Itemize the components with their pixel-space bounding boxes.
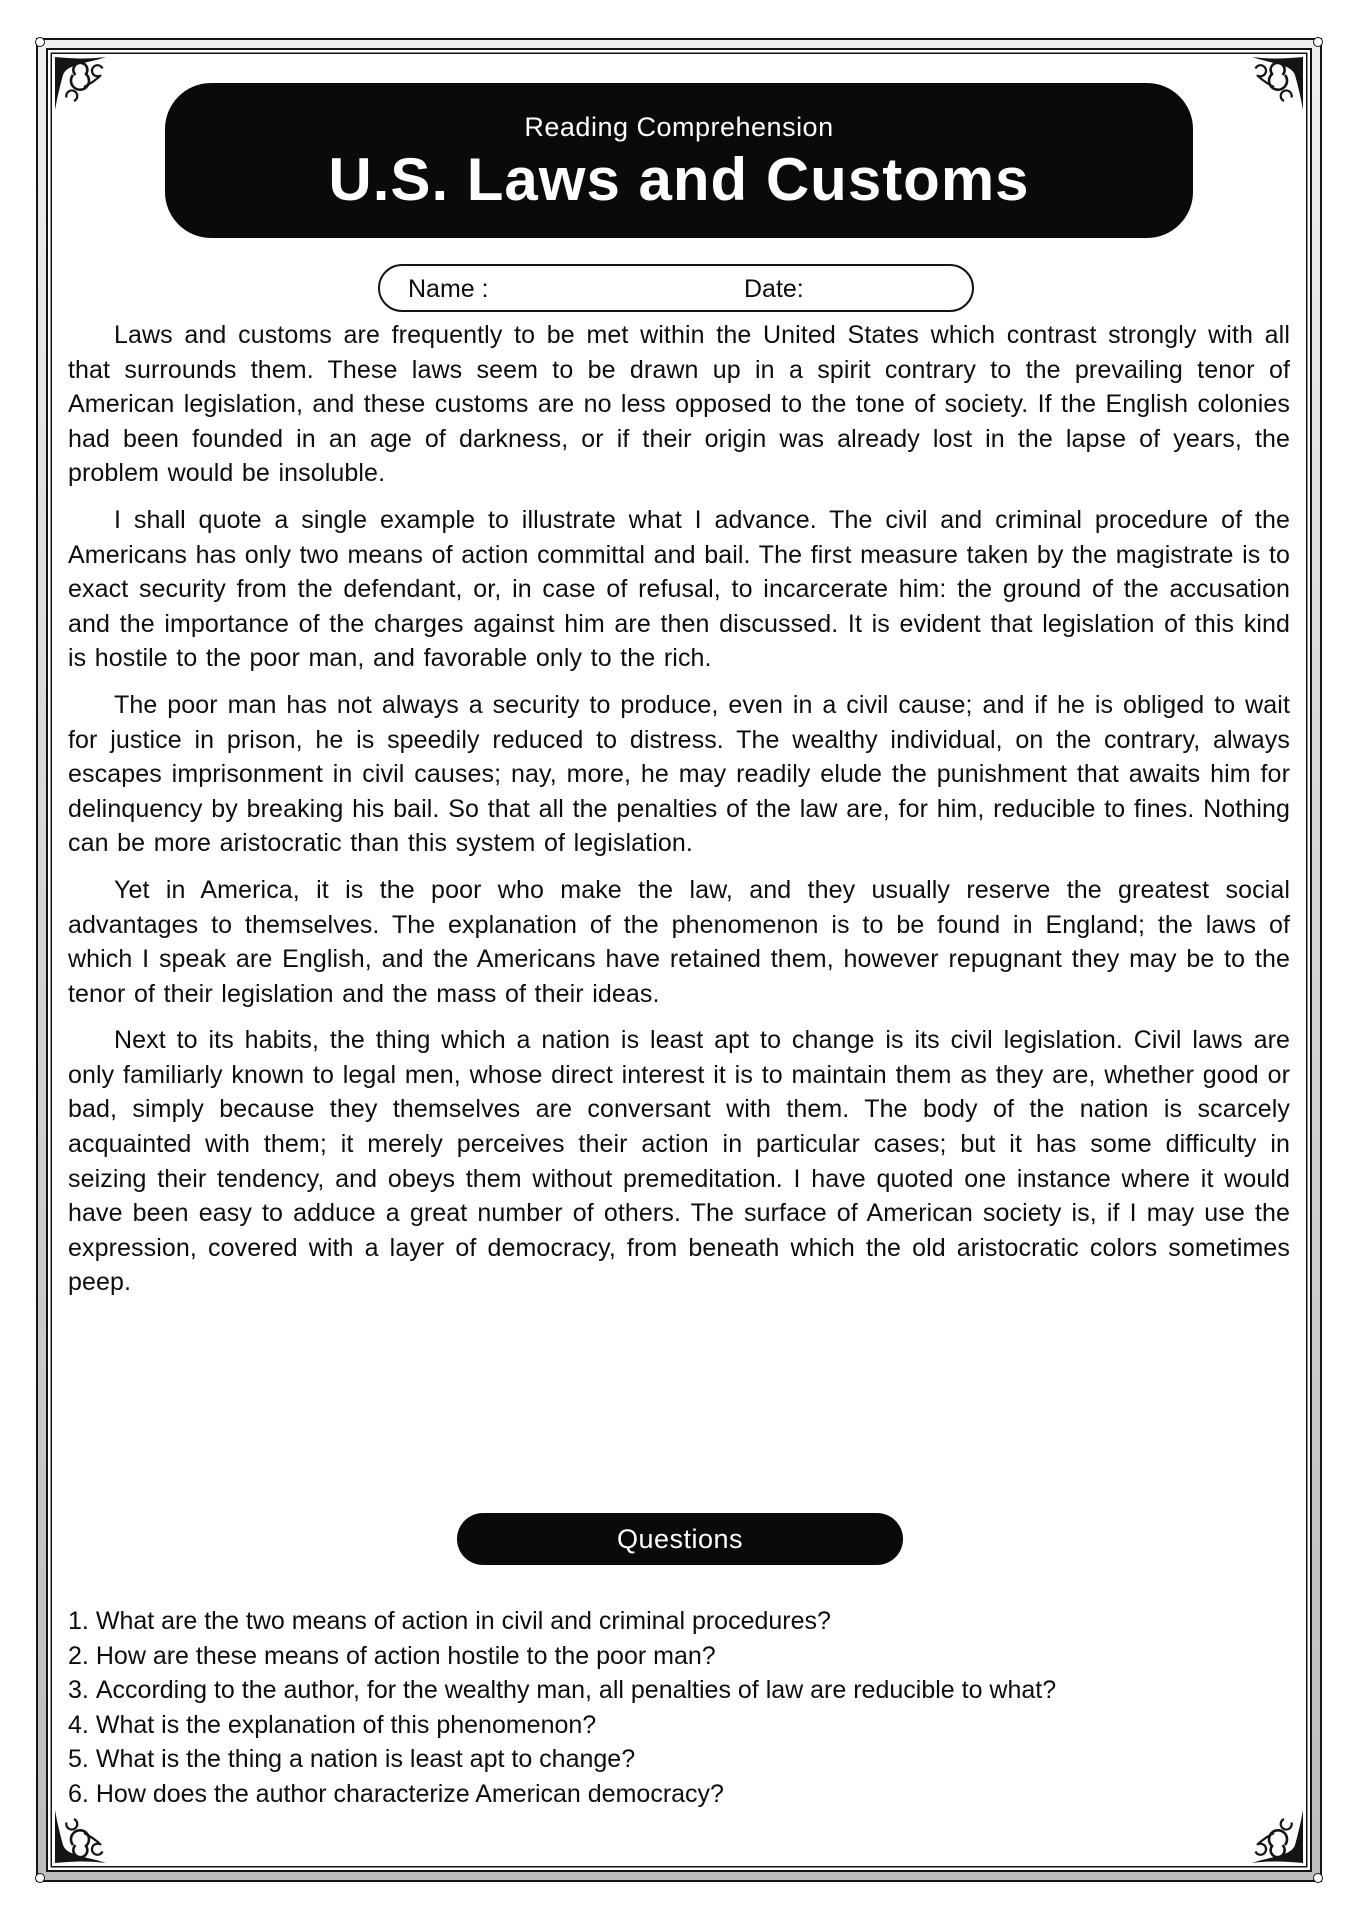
question-text: According to the author, for the wealthy man, all penalties of law are reducible to what? xyxy=(95,1676,1057,1705)
date-label: Date: xyxy=(744,275,804,303)
question-text: How are these means of action hostile to the poor man? xyxy=(95,1641,716,1670)
header-subtitle: Reading Comprehension xyxy=(524,111,834,142)
passage-paragraph: Next to its habits, the thing which a nation is least apt to change is its civil legislation. Civil laws are only familiarly known to legal men, whose direct interest it is to maintain them as they are, whether good or bad, simply because they themselves are conversant with them. The body of the nation is scarcely acquainted with them; it merely perceives their action in particular cases; but it has some difficulty in seizing their tendency, and obeys them without premeditation. I have quoted one instance where it would have been easy to adduce a great number of others. The surface of American society is, if I may use the expression, covered with a layer of democracy, from beneath which the old aristocratic colors sometimes peep. xyxy=(68,1026,1290,1297)
corner-dot-icon xyxy=(35,1873,45,1883)
corner-dot-icon xyxy=(35,37,45,47)
passage-paragraph: Laws and customs are frequently to be met within the United States which contrast strongly with all that surrounds them. These laws seem to be drawn up in a spirit contrary to the prevailing tenor of American legislation, and these customs are no less opposed to the tone of society. If the English colonies had been founded in an age of darkness, or if their origin was already lost in the lapse of years, the problem would be insoluble. xyxy=(68,321,1290,488)
passage-paragraph: Yet in America, it is the poor who make the law, and they usually reserve the greatest social advantages to themselves. The explanation of the phenomenon is to be found in England; the laws of which I speak are English, and the Americans have retained them, however repugnant they may be to the tenor of their legislation and the mass of their ideas. xyxy=(68,875,1290,1008)
reading-passage xyxy=(68,318,1290,1300)
question-text: How does the author characterize American democracy? xyxy=(95,1779,724,1808)
page-title: U.S. Laws and Customs xyxy=(328,145,1030,213)
passage-paragraph: I shall quote a single example to illustrate what I advance. The civil and criminal procedure of the Americans has only two means of action committal and bail. The first measure taken by the magistrate is to exact security from the defendant, or, in case of refusal, to incarcerate him: the ground of the accusation and the importance of the charges against him are then discussed. It is evident that legislation of this kind is hostile to the poor man, and favorable only to the rich. xyxy=(68,505,1290,673)
corner-dot-icon xyxy=(1313,37,1323,47)
question-item xyxy=(68,1777,1330,1812)
question-item xyxy=(68,1673,1330,1708)
question-number: 4. xyxy=(68,1710,89,1739)
question-text: What are the two means of action in civil and criminal procedures? xyxy=(95,1607,831,1635)
question-item xyxy=(68,1639,1330,1674)
corner-flourish-icon xyxy=(1230,54,1306,130)
questions-badge-label: Questions xyxy=(616,1523,744,1554)
question-number: 3. xyxy=(68,1676,89,1705)
question-item xyxy=(68,1604,1330,1639)
worksheet-header xyxy=(165,83,1193,238)
corner-dot-icon xyxy=(1313,1873,1323,1883)
name-date-field xyxy=(378,264,974,312)
question-number: 1. xyxy=(68,1607,89,1635)
name-label: Name : xyxy=(408,275,489,303)
questions-list xyxy=(68,1604,1330,1812)
questions-badge xyxy=(457,1513,903,1565)
question-text: What is the explanation of this phenomenon? xyxy=(95,1710,597,1739)
question-item xyxy=(68,1708,1330,1743)
question-number: 5. xyxy=(68,1745,89,1774)
question-text: What is the thing a nation is least apt to change? xyxy=(95,1745,636,1774)
passage-paragraph: The poor man has not always a security to produce, even in a civil cause; and if he is obliged to wait for justice in prison, he is speedily reduced to distress. The wealthy individual, on the contrary, always escapes imprisonment in civil causes; nay, more, he may readily elude the punishment that awaits him for delinquency by breaking his bail. So that all the penalties of the law are, for him, reducible to fines. Nothing can be more aristocratic than this system of legislation. xyxy=(68,690,1290,858)
question-number: 2. xyxy=(68,1641,89,1670)
corner-flourish-icon xyxy=(52,54,128,130)
question-number: 6. xyxy=(68,1779,89,1808)
question-item xyxy=(68,1742,1330,1777)
